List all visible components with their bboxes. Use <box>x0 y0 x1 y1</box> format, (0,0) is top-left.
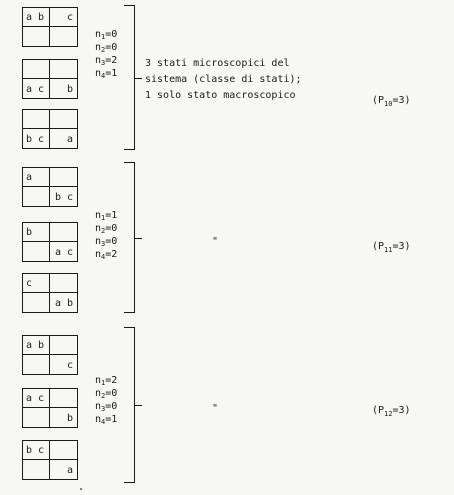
n-value: $n_2=0$ <box>95 223 118 235</box>
grid-cell: c <box>66 360 73 371</box>
n-value: $n_4=2$ <box>95 249 118 261</box>
occupation-numbers <box>95 28 117 80</box>
grid-cell: a b <box>54 298 73 309</box>
n-value: $n_4=1$ <box>95 68 118 80</box>
grid-cell <box>50 336 77 355</box>
occupation-grid <box>22 59 78 99</box>
ditto-mark: " <box>212 403 219 414</box>
grid-cell: a c <box>23 389 50 408</box>
occupation-numbers <box>95 209 117 261</box>
n-value: $n_1=0$ <box>95 29 118 41</box>
grid-cell: a b <box>23 336 50 355</box>
right-bracket <box>124 327 135 483</box>
speck <box>80 488 82 490</box>
probability-label: $(P_{12}=3)$ <box>372 405 411 418</box>
grid-cell: c <box>23 274 50 293</box>
grid-cell: b c <box>54 192 73 203</box>
n-value: $n_3=0$ <box>95 236 118 248</box>
description-line: 3 stati microscopici del <box>145 58 290 69</box>
occupation-grid <box>22 109 78 149</box>
occupation-grid <box>22 440 78 480</box>
grid-cell <box>50 274 77 293</box>
grid-cell <box>50 389 77 408</box>
n-value: $n_4=1$ <box>95 414 118 426</box>
grid-cell: a c <box>54 247 73 258</box>
grid-cell: b c <box>23 129 50 148</box>
grid-cell: a c <box>23 79 50 98</box>
grid-cell <box>50 168 77 187</box>
right-bracket <box>124 5 135 150</box>
occupation-grid <box>22 273 78 313</box>
description-line: 1 solo stato macroscopico <box>145 90 296 101</box>
n-value: $n_2=0$ <box>95 388 118 400</box>
n-value: $n_1=2$ <box>95 375 118 387</box>
n-value: $n_3=0$ <box>95 401 118 413</box>
grid-cell <box>23 187 50 206</box>
occupation-grid <box>22 335 78 375</box>
occupation-grid <box>22 222 78 262</box>
grid-cell <box>23 460 50 479</box>
n-value: $n_3=2$ <box>95 55 118 67</box>
grid-cell: c <box>50 8 77 27</box>
occupation-grid <box>22 7 78 47</box>
grid-cell <box>50 60 77 79</box>
right-bracket <box>124 162 135 313</box>
grid-cell <box>23 293 50 312</box>
grid-cell <box>23 242 50 261</box>
grid-cell <box>23 355 50 374</box>
grid-cell <box>23 60 50 79</box>
n-value: $n_2=0$ <box>95 42 118 54</box>
grid-cell: b c <box>23 441 50 460</box>
grid-cell: a <box>66 465 73 476</box>
grid-cell <box>23 408 50 427</box>
occupation-numbers <box>95 374 117 426</box>
occupation-grid <box>22 388 78 428</box>
probability-label: $(P_{11}=3)$ <box>372 241 411 254</box>
grid-cell <box>23 27 50 46</box>
n-value: $n_1=1$ <box>95 210 118 222</box>
grid-cell <box>23 110 50 129</box>
grid-cell: a <box>66 134 73 145</box>
ditto-mark: " <box>212 236 219 247</box>
grid-cell <box>50 223 77 242</box>
description <box>145 56 302 104</box>
grid-cell: a <box>23 168 50 187</box>
grid-cell: b <box>23 223 50 242</box>
description-line: sistema (classe di stati); <box>145 74 302 85</box>
grid-cell <box>50 110 77 129</box>
occupation-grid <box>22 167 78 207</box>
grid-cell: b <box>66 84 73 95</box>
probability-label: $(P_{10}=3)$ <box>372 95 411 108</box>
grid-cell: b <box>66 413 73 424</box>
grid-cell <box>50 27 77 46</box>
grid-cell: a b <box>23 8 50 27</box>
grid-cell <box>50 441 77 460</box>
